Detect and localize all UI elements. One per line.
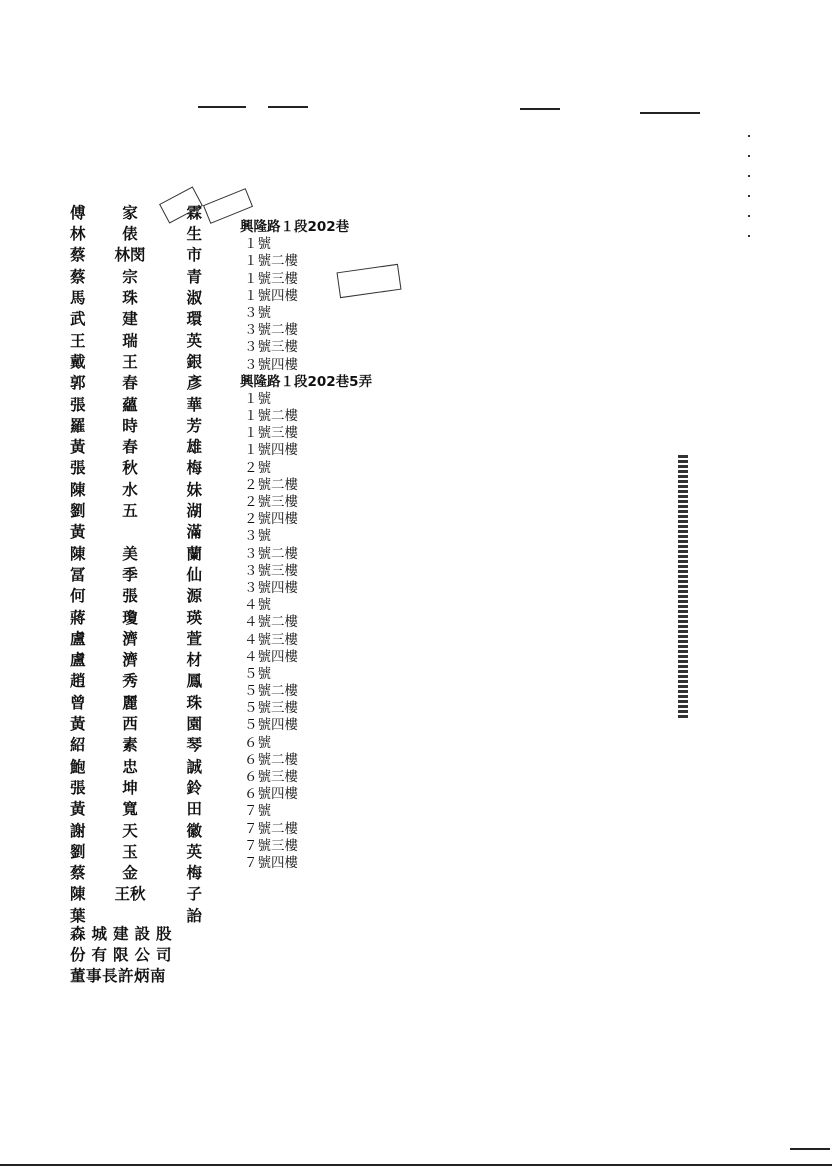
name-char: 蔡 — [70, 266, 86, 286]
name-char: 徽 — [186, 820, 202, 840]
address-item: １號 — [244, 390, 271, 407]
address-item: ６號 — [244, 734, 271, 751]
name-char: 鮑 — [70, 756, 86, 776]
name-row — [70, 884, 202, 905]
name-row — [70, 500, 202, 521]
scan-artifact-top-2 — [268, 106, 308, 108]
address-item: ２號四樓 — [244, 511, 298, 528]
name-char: 武 — [70, 309, 86, 329]
name-char: 蔣 — [70, 607, 86, 627]
name-char: 瑛 — [186, 607, 202, 627]
name-char: 張 — [70, 458, 86, 478]
name-char: 王秋 — [114, 884, 146, 904]
name-char: 陳 — [70, 479, 86, 499]
name-char: 子 — [186, 884, 202, 904]
address-item: ３號二樓 — [244, 322, 298, 339]
address-item: ５號二樓 — [244, 683, 298, 700]
name-char: 忠 — [122, 756, 138, 776]
scan-artifact-right-edge — [678, 455, 688, 720]
address-item: ６號三樓 — [244, 769, 298, 785]
name-char: 麗 — [122, 692, 138, 712]
scan-artifact-corner — [790, 1148, 830, 1150]
name-char: 鈴 — [186, 777, 202, 797]
address-item: ３號 — [244, 304, 271, 321]
name-char: 環 — [186, 309, 202, 329]
name-char: 英 — [186, 330, 202, 350]
name-char: 林 — [70, 224, 86, 244]
scan-artifact-top-4 — [640, 112, 700, 114]
name-row — [70, 649, 202, 670]
scan-artifact-right-dots — [748, 135, 750, 245]
address-item: ３號四樓 — [244, 579, 298, 596]
name-row — [70, 585, 202, 606]
name-char: 瓊 — [122, 607, 138, 627]
name-char: 琴 — [186, 735, 202, 755]
name-char: 霖 — [186, 202, 202, 222]
name-row — [70, 330, 202, 351]
address-item: ３號三樓 — [244, 339, 298, 356]
name-row — [70, 202, 202, 223]
name-char: 萱 — [186, 628, 202, 648]
name-char: 西 — [122, 714, 138, 734]
name-char: 蔡 — [70, 245, 86, 265]
name-char: 家 — [122, 202, 138, 222]
name-char: 湖 — [186, 501, 202, 521]
name-char: 源 — [186, 586, 202, 606]
name-char: 宗 — [122, 266, 138, 286]
name-char: 王 — [122, 351, 138, 371]
company-line-2: 份有限公司 — [70, 944, 178, 964]
address-item: １號三樓 — [244, 425, 298, 442]
name-char: 瑞 — [122, 330, 138, 350]
name-char: 林閔 — [114, 245, 146, 265]
name-char: 張 — [122, 586, 138, 606]
name-char: 銀 — [186, 351, 202, 371]
name-char: 黃 — [70, 799, 86, 819]
address-item: ３號二樓 — [244, 545, 298, 562]
name-char: 誠 — [186, 756, 202, 776]
address-item: ２號 — [244, 459, 271, 476]
name-char: 美 — [122, 543, 138, 563]
name-char: 紹 — [70, 735, 86, 755]
name-row — [70, 543, 202, 564]
name-char: 珠 — [122, 288, 138, 308]
name-char: 劉 — [70, 501, 86, 521]
name-char: 時 — [122, 415, 138, 435]
name-char: 黃 — [70, 437, 86, 457]
name-char: 春 — [122, 437, 138, 457]
company-line-1: 森城建設股 — [70, 923, 178, 943]
name-row — [70, 521, 202, 542]
name-row — [70, 671, 202, 692]
name-char: 戴 — [70, 351, 86, 371]
name-row — [70, 308, 202, 329]
scan-artifact-bottom-line — [0, 1164, 832, 1166]
name-char: 秀 — [122, 671, 138, 691]
name-row — [70, 245, 202, 266]
name-char: 市 — [186, 245, 202, 265]
name-char: 陳 — [70, 884, 86, 904]
name-char: 青 — [186, 266, 202, 286]
name-char: 張 — [70, 394, 86, 414]
name-char: 梅 — [186, 458, 202, 478]
name-row — [70, 734, 202, 755]
name-char: 趙 — [70, 671, 86, 691]
address-item: ４號 — [244, 597, 271, 614]
name-char: 盧 — [70, 650, 86, 670]
name-char: 建 — [122, 309, 138, 329]
company-line-3: 董事長許炳南 — [70, 966, 167, 986]
name-row — [70, 287, 202, 308]
address-item: ７號 — [244, 803, 271, 820]
name-row — [70, 628, 202, 649]
name-char: 郭 — [70, 373, 86, 393]
owner-names-list — [70, 202, 202, 926]
name-char: 何 — [70, 586, 86, 606]
address-item: ５號 — [244, 665, 271, 682]
name-char: 彥 — [186, 373, 202, 393]
name-char: 天 — [122, 820, 138, 840]
name-row — [70, 372, 202, 393]
name-char: 梅 — [186, 863, 202, 883]
name-char: 金 — [122, 863, 138, 883]
address-street-header: 興隆路１段202巷5弄 — [240, 373, 373, 390]
address-item: ２號二樓 — [244, 476, 298, 493]
name-char: 雄 — [186, 437, 202, 457]
name-char: 英 — [186, 841, 202, 861]
name-row — [70, 351, 202, 372]
address-item: ３號三樓 — [244, 562, 298, 579]
name-char: 水 — [122, 479, 138, 499]
name-char: 盧 — [70, 628, 86, 648]
name-char: 園 — [186, 714, 202, 734]
name-row — [70, 223, 202, 244]
name-char: 仙 — [186, 564, 202, 584]
name-char: 素 — [122, 735, 138, 755]
name-char: 滿 — [186, 522, 202, 542]
name-row — [70, 756, 202, 777]
name-char: 濟 — [122, 650, 138, 670]
name-char: 淑 — [186, 288, 202, 308]
address-item: １號二樓 — [244, 408, 298, 425]
name-char: 羅 — [70, 415, 86, 435]
name-row — [70, 713, 202, 734]
name-row — [70, 564, 202, 585]
address-item: ５號三樓 — [244, 700, 298, 717]
name-char: 華 — [186, 394, 202, 414]
name-row — [70, 692, 202, 713]
name-char: 傅 — [70, 202, 86, 222]
name-char: 葉 — [70, 905, 86, 925]
company-signature-block — [70, 922, 178, 986]
name-char: 俵 — [122, 224, 138, 244]
name-row — [70, 394, 202, 415]
address-item: ６號四樓 — [244, 786, 298, 803]
name-char: 春 — [122, 373, 138, 393]
name-row — [70, 798, 202, 819]
name-char: 冨 — [70, 564, 86, 584]
name-char: 劉 — [70, 841, 86, 861]
name-row — [70, 862, 202, 883]
name-row — [70, 479, 202, 500]
address-item: ３號四樓 — [244, 356, 298, 373]
name-row — [70, 266, 202, 287]
address-item: １號三樓 — [244, 270, 298, 287]
name-char: 馬 — [70, 288, 86, 308]
address-item: ５號四樓 — [244, 717, 298, 734]
name-char: 王 — [70, 330, 86, 350]
name-char: 珠 — [186, 692, 202, 712]
address-item: １號四樓 — [244, 287, 298, 304]
address-list — [240, 219, 372, 872]
address-item: １號二樓 — [244, 253, 298, 270]
name-char: 芳 — [186, 415, 202, 435]
name-char: 材 — [186, 650, 202, 670]
name-char: 黃 — [70, 714, 86, 734]
scan-artifact-top-3 — [520, 108, 560, 110]
name-row — [70, 841, 202, 862]
name-char: 寬 — [122, 799, 138, 819]
name-char: 五 — [122, 501, 138, 521]
address-item: ４號二樓 — [244, 614, 298, 631]
name-char: 黃 — [70, 522, 86, 542]
name-row — [70, 436, 202, 457]
name-row — [70, 458, 202, 479]
name-char: 曾 — [70, 692, 86, 712]
address-item: ４號四樓 — [244, 648, 298, 665]
name-char: 濟 — [122, 628, 138, 648]
address-item: １號 — [244, 236, 271, 253]
address-item: ７號二樓 — [244, 820, 298, 837]
name-row — [70, 415, 202, 436]
name-char: 詒 — [186, 905, 202, 925]
name-row — [70, 820, 202, 841]
name-char: 季 — [122, 564, 138, 584]
name-char: 蘭 — [186, 543, 202, 563]
address-item: ３號 — [244, 528, 271, 545]
address-item: ７號三樓 — [244, 837, 298, 854]
address-item: １號四樓 — [244, 442, 298, 459]
name-char: 玉 — [122, 841, 138, 861]
name-char: 蔡 — [70, 863, 86, 883]
name-char: 田 — [186, 799, 202, 819]
name-char: 生 — [186, 224, 202, 244]
name-char: 坤 — [122, 777, 138, 797]
name-char: 謝 — [70, 820, 86, 840]
name-char: 鳳 — [186, 671, 202, 691]
name-row — [70, 607, 202, 628]
name-char: 秋 — [122, 458, 138, 478]
address-street-header: 興隆路１段202巷 — [240, 219, 350, 235]
address-item: ４號三樓 — [244, 631, 298, 648]
address-item: ６號二樓 — [244, 751, 298, 768]
name-char: 張 — [70, 777, 86, 797]
name-char: 陳 — [70, 543, 86, 563]
name-char: 妹 — [186, 479, 202, 499]
scan-artifact-top — [198, 106, 246, 108]
name-char: 蘊 — [122, 394, 138, 414]
address-item: ２號三樓 — [244, 494, 298, 510]
name-row — [70, 777, 202, 798]
address-item: ７號四樓 — [244, 854, 298, 871]
